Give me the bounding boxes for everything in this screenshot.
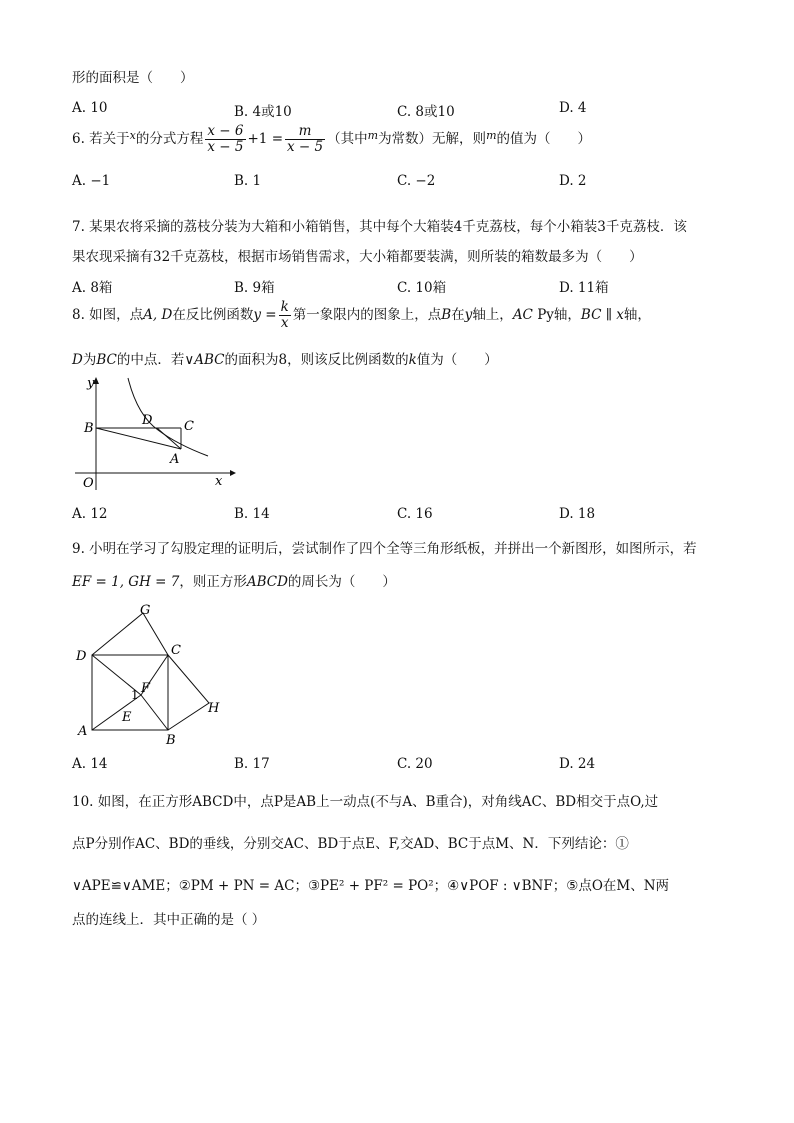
q8-label-x: x bbox=[215, 474, 223, 489]
q8-label-o: O bbox=[83, 476, 94, 491]
q10-line3: ∨APE≌∨AME；②PM + PN = AC；③PE² + PF² = PO²；④∨POF : ∨BNF；⑤点O在M、N两 bbox=[72, 878, 670, 894]
q8-mid4: 轴上， bbox=[472, 307, 513, 323]
q8-option-d: D. 18 bbox=[559, 506, 596, 522]
q8-points: A, D bbox=[143, 307, 173, 323]
q8-ac: AC bbox=[512, 307, 533, 323]
q8-l2-a: D bbox=[72, 352, 83, 368]
q9-line2 bbox=[72, 570, 396, 590]
q7-options bbox=[72, 276, 732, 296]
q8-l2-i: k bbox=[408, 352, 417, 368]
q6-frac1-num: x − 6 bbox=[207, 123, 244, 139]
q10-line1: 10. 如图，在正方形ABCD中，点P是AB上一动点(不与A、B重合)，对角线AC、BD相交于点O,过 bbox=[72, 794, 659, 810]
q8-line1 bbox=[72, 300, 651, 331]
q8-func-lhs: y = bbox=[253, 307, 277, 323]
q9-label-1: 1 bbox=[131, 688, 139, 702]
q8-label-a: A bbox=[170, 452, 180, 467]
q6-suffix: 的值为（ ） bbox=[496, 131, 591, 147]
q8-x-arrow bbox=[230, 470, 236, 476]
q6-option-b: B. 1 bbox=[234, 173, 262, 189]
q8-frac-num: k bbox=[280, 299, 289, 315]
q6-option-c: C. −2 bbox=[397, 173, 436, 189]
q8-option-a: A. 12 bbox=[72, 506, 108, 522]
q6-frac2-den: x − 5 bbox=[287, 139, 324, 155]
q8-l2-e: ∨ABC bbox=[184, 352, 225, 368]
q9-option-b: B. 17 bbox=[234, 756, 270, 772]
q9-option-a: A. 14 bbox=[72, 756, 108, 772]
q6-plus-one: +1 = bbox=[247, 131, 284, 147]
q6-options bbox=[72, 173, 732, 193]
q9-option-d: D. 24 bbox=[559, 756, 596, 772]
q8-prefix: 8. 如图，点 bbox=[72, 307, 144, 323]
q8-axis-y: y bbox=[464, 307, 473, 323]
q9-label-h: H bbox=[208, 701, 220, 716]
q7-option-b: B. 9箱 bbox=[234, 280, 275, 296]
q6-fraction-1 bbox=[205, 124, 245, 155]
q9-label-e: E bbox=[122, 710, 132, 725]
q8-option-c: C. 16 bbox=[397, 506, 433, 522]
q8-l2-g: 8 bbox=[278, 352, 288, 368]
q9-figure bbox=[70, 600, 230, 748]
q6-prefix: 6. 若关于 bbox=[72, 131, 130, 147]
q6-mid2: （其中 bbox=[327, 131, 368, 147]
q8-l2-h: ，则该反比例函数的 bbox=[287, 352, 409, 368]
q9-l2-b: ABCD bbox=[246, 574, 288, 590]
q8-hyperbola bbox=[128, 378, 208, 456]
q6-var-m2: m bbox=[486, 129, 497, 142]
q8-option-b: B. 14 bbox=[234, 506, 270, 522]
q9-triangle-dgc bbox=[92, 613, 168, 655]
q8-figure bbox=[70, 372, 240, 494]
q6-var-m: m bbox=[367, 129, 379, 142]
q5-options bbox=[72, 100, 732, 120]
q9-triangle-chb bbox=[168, 655, 209, 730]
q9-label-g: G bbox=[140, 603, 151, 618]
q6-option-d: D. 2 bbox=[559, 173, 587, 189]
q8-mid2: 第一象限内的图象上，点 bbox=[292, 307, 442, 323]
q9-label-c: C bbox=[171, 643, 181, 658]
q9-l2-c: 的周长为（ ） bbox=[287, 574, 396, 590]
q8-options bbox=[72, 506, 732, 526]
q8-label-y: y bbox=[87, 376, 95, 391]
q9-label-d: D bbox=[76, 649, 87, 664]
q10-line4: 点的连线上．其中正确的是（ ） bbox=[72, 912, 266, 928]
q8-point-b: B bbox=[441, 307, 452, 323]
q7-line2: 果农现采摘有32千克荔枝，根据市场销售需求，大小箱都要装满，则所装的箱数最多为（ ） bbox=[72, 249, 643, 265]
q5-option-b: B. 4或10 bbox=[234, 104, 292, 120]
q5-option-d: D. 4 bbox=[559, 100, 587, 116]
q5-option-a: A. 10 bbox=[72, 100, 108, 116]
q6-fraction-2 bbox=[285, 124, 325, 155]
q8-parallel-glyph: Py bbox=[537, 307, 554, 323]
q6-frac1-den: x − 5 bbox=[207, 139, 244, 155]
q9-line-fb bbox=[141, 695, 168, 730]
q8-mid5: 轴， bbox=[553, 307, 581, 323]
q8-parallel-sign: ∥ bbox=[605, 307, 612, 323]
q8-l2-f: 的面积为 bbox=[224, 352, 279, 368]
q9-label-a: A bbox=[78, 724, 88, 739]
q8-mid1: 在反比例函数 bbox=[172, 307, 254, 323]
q9-option-c: C. 20 bbox=[397, 756, 433, 772]
q9-options bbox=[72, 756, 732, 776]
q8-bc: BC bbox=[580, 307, 602, 323]
q9-line1: 9. 小明在学习了勾股定理的证明后，尝试制作了四个全等三角形纸板，并拼出一个新图形，如图所示，若 bbox=[72, 541, 697, 557]
q7-option-c: C. 10箱 bbox=[397, 280, 447, 296]
q9-label-b: B bbox=[166, 733, 176, 748]
q5-option-c: C. 8或10 bbox=[397, 104, 455, 120]
q8-mid3: 在 bbox=[451, 307, 465, 323]
q8-axis-x: x bbox=[616, 307, 624, 323]
q7-option-a: A. 8箱 bbox=[72, 280, 113, 296]
q6-var-x: x bbox=[129, 129, 136, 142]
q9-l2-a: ，则正方形 bbox=[179, 574, 247, 590]
q6-stem bbox=[72, 124, 591, 155]
q6-option-a: A. −1 bbox=[72, 173, 111, 189]
q9-label-f: F bbox=[141, 681, 151, 696]
q8-l2-j: 值为（ ） bbox=[416, 352, 498, 368]
q9-math: EF = 1, GH = 7 bbox=[72, 574, 180, 590]
q8-frac-den: x bbox=[280, 315, 289, 331]
q6-frac2-num: m bbox=[285, 124, 325, 140]
q6-mid3: 为常数）无解，则 bbox=[378, 131, 487, 147]
q8-mid6: 轴， bbox=[623, 307, 651, 323]
q8-label-c: C bbox=[184, 419, 194, 434]
q8-l2-d: 的中点．若 bbox=[116, 352, 185, 368]
q8-l2-c: BC bbox=[96, 352, 117, 368]
q10-line2: 点P分别作AC、BD的垂线，分别交AC、BD于点E、F,交AD、BC于点M、N．下列结论：① bbox=[72, 836, 629, 852]
q5-tail: 形的面积是（ ） bbox=[72, 70, 194, 86]
q8-l2-b: 为 bbox=[82, 352, 97, 368]
q7-option-d: D. 11箱 bbox=[559, 280, 609, 296]
q6-mid1: 的分式方程 bbox=[135, 131, 204, 147]
q8-fraction bbox=[279, 300, 291, 331]
q8-label-b: B bbox=[84, 421, 94, 436]
q8-line2 bbox=[72, 348, 498, 368]
q8-label-d: D bbox=[142, 413, 153, 428]
q7-line1: 7. 某果农将采摘的荔枝分装为大箱和小箱销售，其中每个大箱装4千克荔枝，每个小箱装3千克荔枝．该 bbox=[72, 219, 687, 235]
